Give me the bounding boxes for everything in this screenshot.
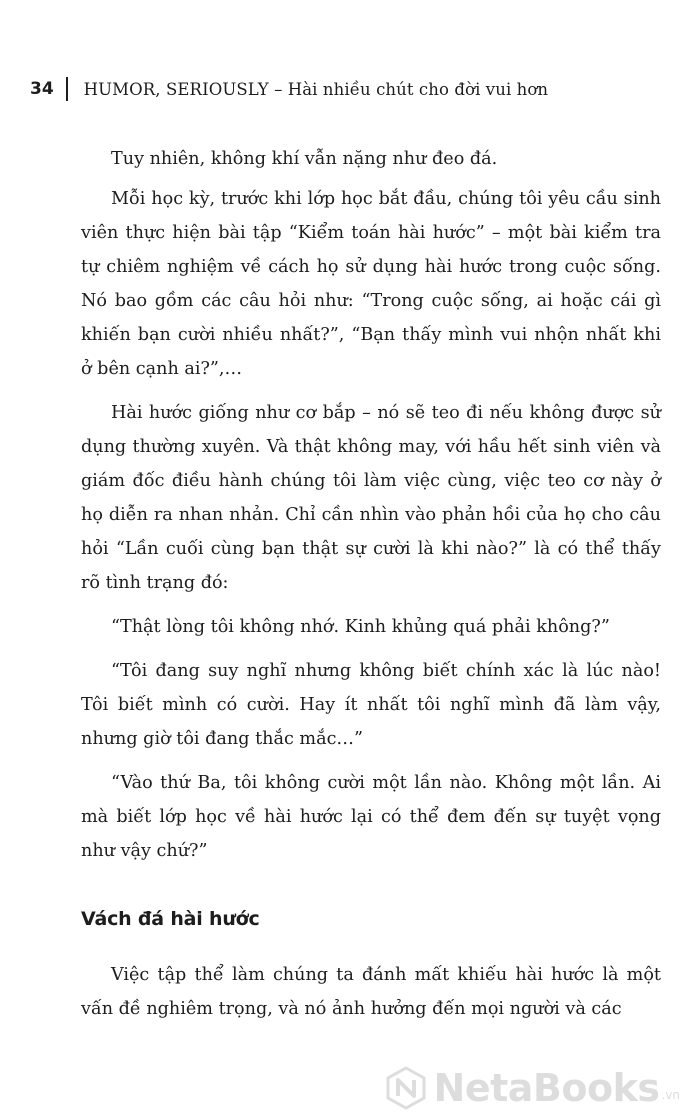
watermark-brand: NetaBooks <box>433 1066 660 1110</box>
watermark <box>384 1066 680 1110</box>
paragraph: Mỗi học kỳ, trước khi lớp học bắt đầu, chúng tôi yêu cầu sinh viên thực hiện bài tập “Kiểm toán hài hước” – một bài kiểm tra tự chiêm nghiệm về cách họ sử dụng hài hước trong cuộc sống. Nó bao gồm các câu hỏi như: “Trong cuộc sống, ai hoặc cái gì khiến bạn cười nhiều nhất?”, “Bạn thấy mình vui nhộn nhất khi ở bên cạnh ai?”,… <box>81 189 661 379</box>
paragraph: Tuy nhiên, không khí vẫn nặng như đeo đá. <box>111 149 498 169</box>
running-head: HUMOR, SERIOUSLY – Hài nhiều chút cho đời vui hơn <box>83 79 549 99</box>
quote-paragraph: “Tôi đang suy nghĩ nhưng không biết chính xác là lúc nào! Tôi biết mình có cười. Hay ít nhất tôi nghĩ mình đã làm vậy, nhưng giờ tôi đang thắc mắc…” <box>81 661 661 749</box>
page-number: 34 <box>30 79 54 99</box>
netabooks-logo-icon <box>384 1066 428 1110</box>
paragraph: Việc tập thể làm chúng ta đánh mất khiếu hài hước là một vấn đề nghiêm trọng, và nó ảnh hưởng đến mọi người và các <box>81 965 661 1019</box>
quote-paragraph: “Vào thứ Ba, tôi không cười một lần nào. Không một lần. Ai mà biết lớp học về hài hước lại có thể đem đến sự tuyệt vọng như vậy chứ?” <box>81 773 661 861</box>
paragraph: Hài hước giống như cơ bắp – nó sẽ teo đi nếu không được sử dụng thường xuyên. Và thật không may, với hầu hết sinh viên và giám đốc điều hành chúng tôi làm việc cùng, việc teo cơ này ở họ diễn ra nhan nhản. Chỉ cần nhìn vào phản hồi của họ cho câu hỏi “Lần cuối cùng bạn thật sự cười là khi nào?” là có thể thấy rõ tình trạng đó: <box>81 403 661 593</box>
body-text <box>81 142 661 1026</box>
header-divider <box>66 77 68 101</box>
watermark-suffix: .vn <box>661 1088 680 1102</box>
section-heading: Vách đá hài hước <box>81 908 260 930</box>
quote-paragraph: “Thật lòng tôi không nhớ. Kinh khủng quá phải không?” <box>111 617 610 637</box>
page-header <box>30 74 548 104</box>
